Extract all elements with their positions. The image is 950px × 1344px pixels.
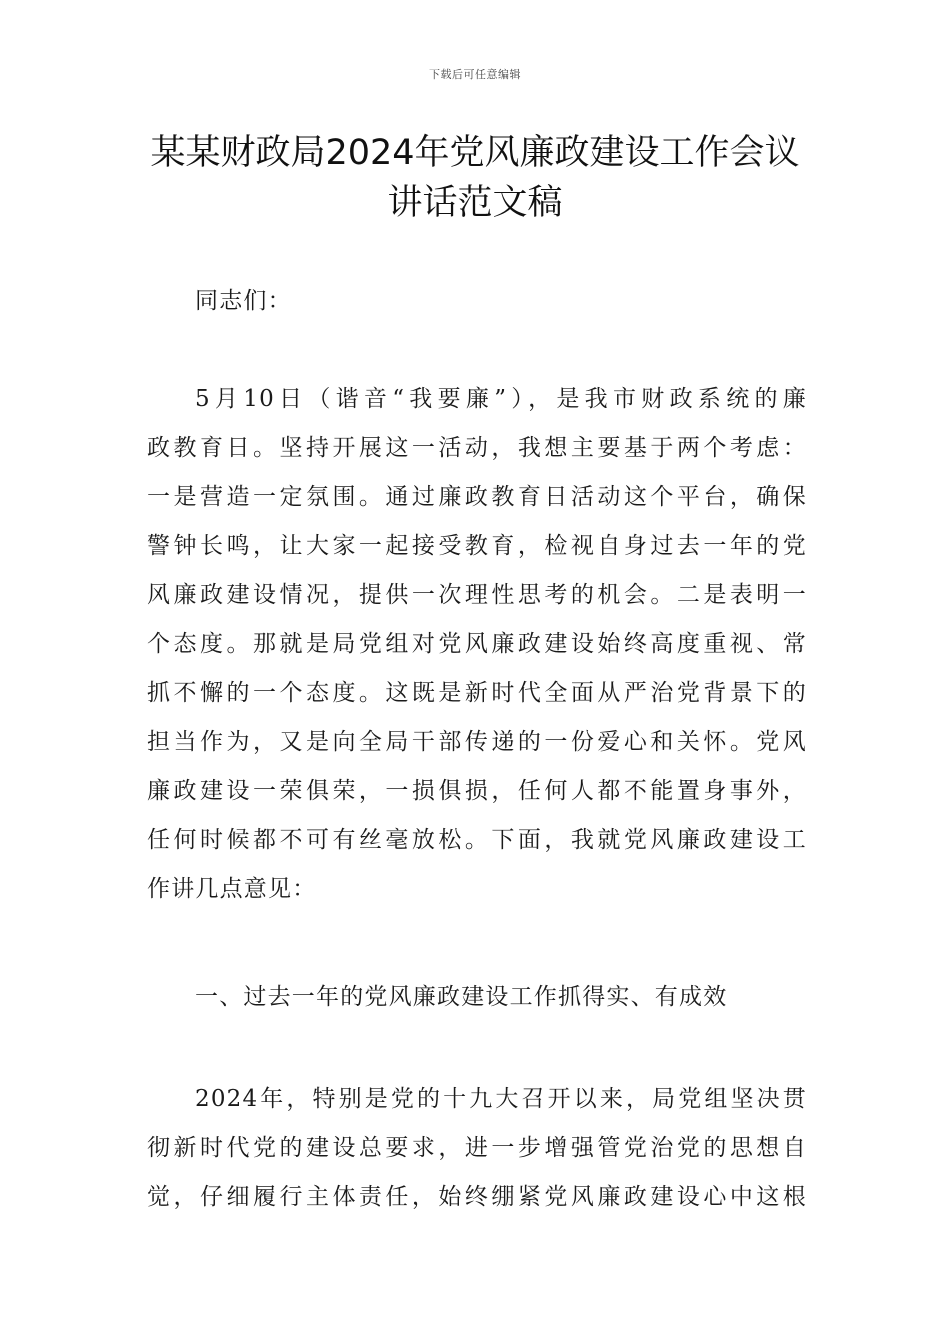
paragraph-line: 一是营造一定氛围。通过廉政教育日活动这个平台，确保 bbox=[147, 484, 807, 510]
paragraph-line: 觉，仔细履行主体责任，始终绷紧党风廉政建设心中这根 bbox=[147, 1184, 807, 1210]
paragraph-line: 风廉政建设情况，提供一次理性思考的机会。二是表明一 bbox=[147, 582, 807, 608]
salutation: 同志们： bbox=[195, 288, 292, 314]
paragraph-1 bbox=[147, 378, 807, 917]
paragraph-line: 作讲几点意见： bbox=[147, 876, 317, 902]
paragraph-line: 抓不懈的一个态度。这既是新时代全面从严治党背景下的 bbox=[147, 680, 807, 706]
paragraph-line: 彻新时代党的建设总要求，进一步增强管党治党的思想自 bbox=[147, 1135, 807, 1161]
paragraph-line: 5月10日（谐音“我要廉”），是我市财政系统的廉 bbox=[195, 386, 807, 412]
section-heading-1: 一、过去一年的党风廉政建设工作抓得实、有成效 bbox=[195, 984, 728, 1010]
paragraph-line: 2024年，特别是党的十九大召开以来，局党组坚决贯 bbox=[195, 1086, 807, 1112]
paragraph-2 bbox=[147, 1078, 807, 1225]
document-title bbox=[120, 128, 830, 228]
paragraph-line: 任何时候都不可有丝毫放松。下面，我就党风廉政建设工 bbox=[147, 827, 807, 853]
title-line-1: 某某财政局2024年党风廉政建设工作会议 bbox=[150, 133, 800, 173]
title-line-2: 讲话范文稿 bbox=[387, 183, 563, 223]
paragraph-line: 担当作为，又是向全局干部传递的一份爱心和关怀。党风 bbox=[147, 729, 807, 755]
paragraph-line: 廉政建设一荣俱荣，一损俱损，任何人都不能置身事外， bbox=[147, 778, 807, 804]
paragraph-line: 个态度。那就是局党组对党风廉政建设始终高度重视、常 bbox=[147, 631, 807, 657]
paragraph-line: 警钟长鸣，让大家一起接受教育，检视自身过去一年的党 bbox=[147, 533, 807, 559]
header-note: 下载后可任意编辑 bbox=[429, 68, 521, 81]
paragraph-line: 政教育日。坚持开展这一活动，我想主要基于两个考虑： bbox=[147, 435, 807, 461]
